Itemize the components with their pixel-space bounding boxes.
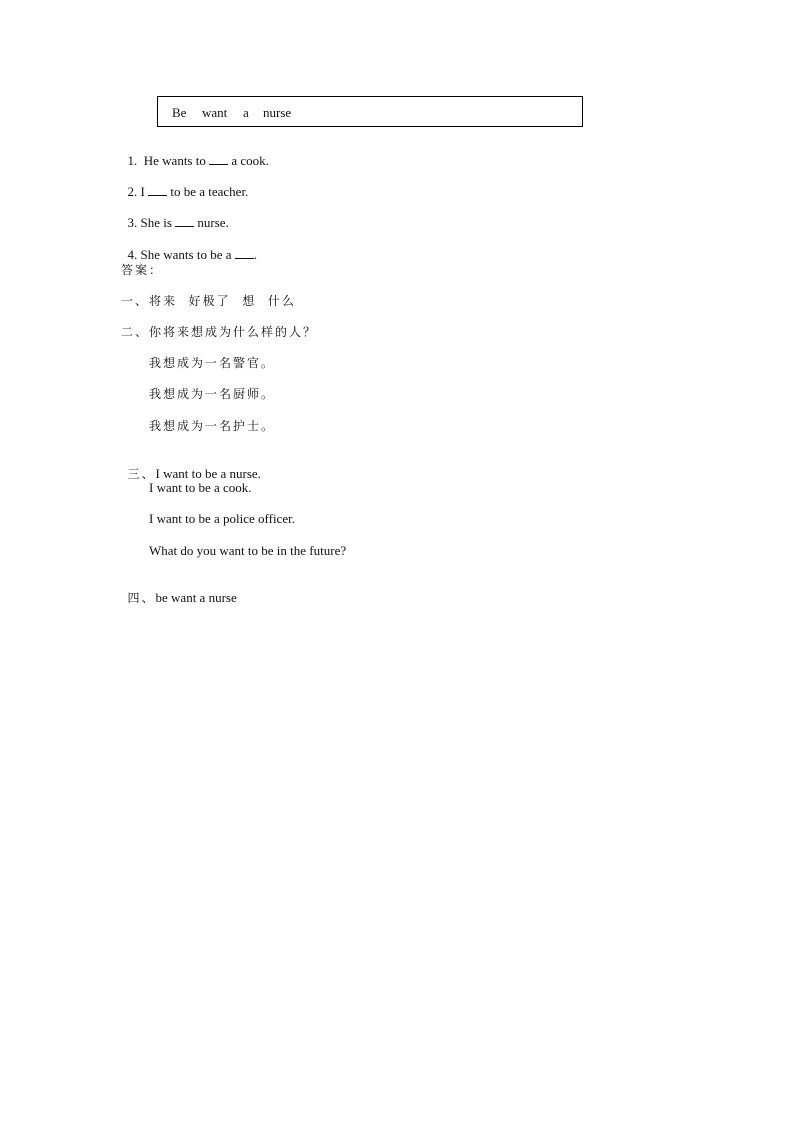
answer-part-2-title: 二、你将来想成为什么样的人？ <box>121 325 318 339</box>
word-bank-box <box>157 96 583 127</box>
answer-sentence: be want a nurse <box>155 590 237 605</box>
fill-blank <box>209 154 228 165</box>
answer-part-3-item: I want to be a cook. <box>149 480 252 495</box>
exercise-2 <box>121 168 248 200</box>
answer-part-1: 一、将来 好极了 想 什么 <box>121 294 296 308</box>
answer-part-3-first <box>121 450 261 482</box>
exercise-text: . <box>253 247 257 262</box>
answer-part-2-item: 我想成为一名警官。 <box>149 356 276 370</box>
exercise-1 <box>121 137 269 169</box>
exercise-text: nurse. <box>194 215 229 230</box>
exercise-text: 2. I <box>127 184 149 199</box>
answer-part-4 <box>121 574 237 606</box>
section-prefix: 三、 <box>127 467 156 481</box>
exercise-text: a cook. <box>228 153 269 168</box>
exercise-text: to be a teacher. <box>167 184 249 199</box>
fill-blank <box>148 185 167 196</box>
word-bank-item: want <box>202 105 228 120</box>
section-prefix: 四、 <box>127 591 156 605</box>
exercise-3 <box>121 199 229 231</box>
word-bank-item: nurse <box>263 105 292 120</box>
fill-blank <box>235 248 254 259</box>
answers-heading: 答案： <box>121 263 164 277</box>
word-bank-item: a <box>243 105 249 120</box>
exercise-text: 3. She is <box>127 215 176 230</box>
fill-blank <box>175 216 194 227</box>
answer-part-3-item: I want to be a police officer. <box>149 511 295 526</box>
word-bank-item: Be <box>172 105 187 120</box>
exercise-text: 1. He wants to <box>127 153 210 168</box>
exercise-4 <box>121 231 257 263</box>
answer-sentence: I want to be a nurse. <box>155 466 261 481</box>
answer-part-3-item: What do you want to be in the future? <box>149 543 347 558</box>
exercise-text: 4. She wants to be a <box>127 247 235 262</box>
answer-part-2-item: 我想成为一名厨师。 <box>149 387 276 401</box>
answer-part-2-item: 我想成为一名护士。 <box>149 419 276 433</box>
